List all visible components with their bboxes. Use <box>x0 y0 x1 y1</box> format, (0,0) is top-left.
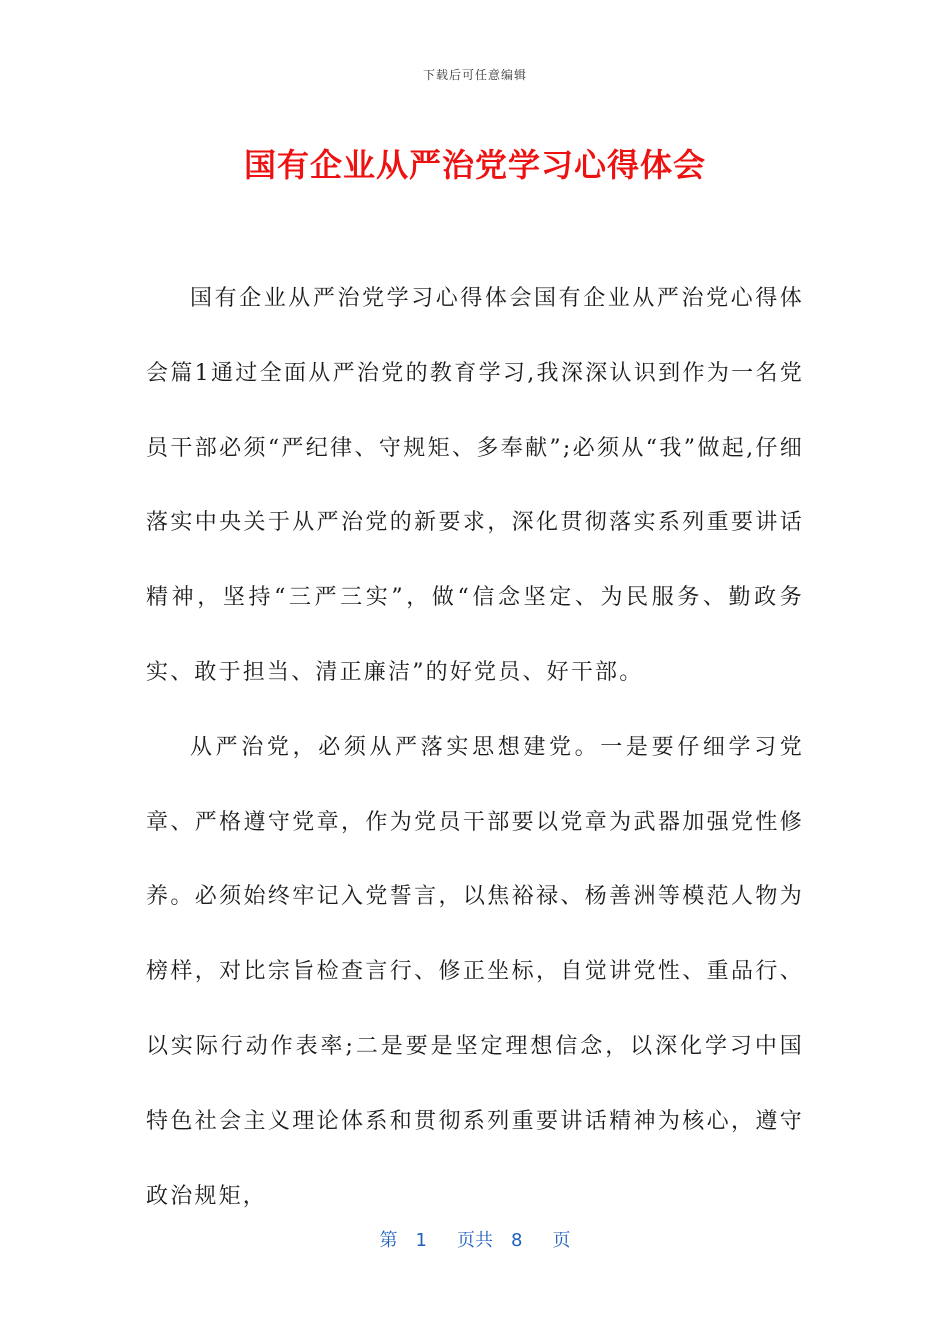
page-header-note: 下载后可任意编辑 <box>422 68 527 82</box>
page-prefix: 第 <box>379 1230 398 1251</box>
page-mid: 页共 <box>457 1230 493 1251</box>
page-number-footer <box>0 1226 950 1252</box>
total-page-number: 8 <box>511 1230 523 1251</box>
paragraph-1: 国有企业从严治党学习心得体会国有企业从严治党心得体会篇1通过全面从严治党的教育学习,我深深认识到作为一名党员干部必须“严纪律、守规矩、多奉献”;必须从“我”做起,仔细落实中央关于从严治党的新要求，深化贯彻落实系列重要讲话精神，坚持“三严三实”，做“信念坚定、为民服务、勤政务实、敢于担当、清正廉洁”的好党员、好干部。 <box>146 286 804 685</box>
document-title: 国有企业从严治党学习心得体会 <box>243 146 706 184</box>
paragraph-2: 从严治党，必须从严落实思想建党。一是要仔细学习党章、严格遵守党章，作为党员干部要以党章为武器加强党性修养。必须始终牢记入党誓言，以焦裕禄、杨善洲等模范人物为榜样，对比宗旨检查言行、修正坐标，自觉讲党性、重品行、以实际行动作表率;二是要是坚定理想信念，以深化学习中国特色社会主义理论体系和贯彻系列重要讲话精神为核心，遵守政治规矩， <box>146 734 804 1209</box>
document-body <box>146 262 804 1234</box>
current-page-number: 1 <box>415 1230 427 1251</box>
page-suffix: 页 <box>552 1230 571 1251</box>
